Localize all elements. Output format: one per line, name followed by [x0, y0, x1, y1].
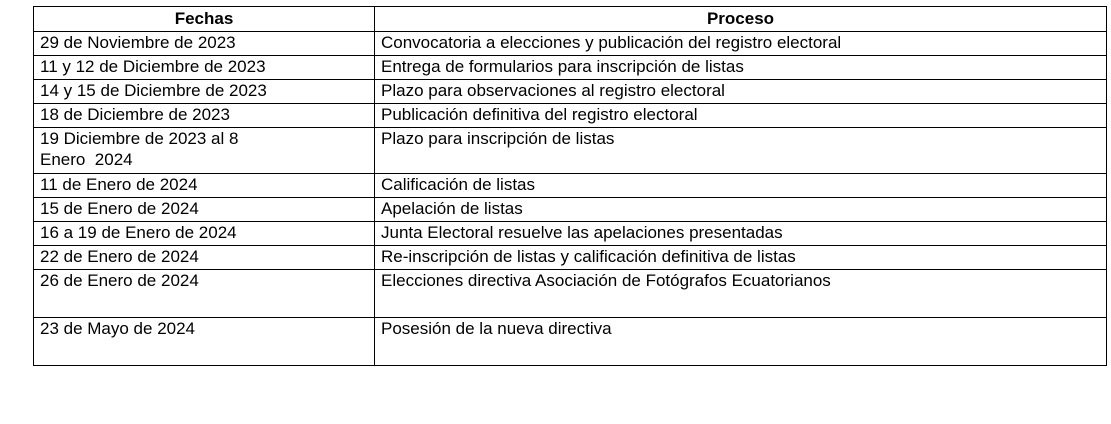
fecha-line-2: Enero 2024: [40, 150, 133, 169]
electoral-schedule-table: [33, 6, 1107, 366]
table-row: [34, 32, 1107, 56]
fecha-cell: 23 de Mayo de 2024: [34, 318, 375, 366]
table-row: [34, 318, 1107, 366]
fecha-cell: 15 de Enero de 2024: [34, 198, 375, 222]
proceso-cell: Junta Electoral resuelve las apelaciones presentadas: [375, 222, 1107, 246]
proceso-cell: Apelación de listas: [375, 198, 1107, 222]
fecha-cell: 22 de Enero de 2024: [34, 246, 375, 270]
fecha-cell: 14 y 15 de Diciembre de 2023: [34, 80, 375, 104]
fecha-cell: 16 a 19 de Enero de 2024: [34, 222, 375, 246]
table-row: [34, 222, 1107, 246]
proceso-cell: Entrega de formularios para inscripción de listas: [375, 56, 1107, 80]
table-row: [34, 174, 1107, 198]
proceso-cell: Plazo para observaciones al registro electoral: [375, 80, 1107, 104]
fecha-cell: [34, 128, 375, 174]
proceso-cell: Posesión de la nueva directiva: [375, 318, 1107, 366]
fecha-cell: 11 de Enero de 2024: [34, 174, 375, 198]
fecha-line-1: 19 Diciembre de 2023 al 8: [40, 129, 239, 148]
table-row: [34, 128, 1107, 174]
fecha-cell: 18 de Diciembre de 2023: [34, 104, 375, 128]
table-row: [34, 270, 1107, 318]
fecha-cell: 11 y 12 de Diciembre de 2023: [34, 56, 375, 80]
table-row: [34, 198, 1107, 222]
table-row: [34, 104, 1107, 128]
fecha-cell: 26 de Enero de 2024: [34, 270, 375, 318]
proceso-cell: Elecciones directiva Asociación de Fotógrafos Ecuatorianos: [375, 270, 1107, 318]
proceso-cell: Calificación de listas: [375, 174, 1107, 198]
proceso-cell: Plazo para inscripción de listas: [375, 128, 1107, 174]
header-proceso: Proceso: [375, 7, 1107, 32]
table-row: [34, 246, 1107, 270]
proceso-cell: Publicación definitiva del registro electoral: [375, 104, 1107, 128]
table-header-row: [34, 7, 1107, 32]
header-fechas: Fechas: [34, 7, 375, 32]
table-row: [34, 80, 1107, 104]
proceso-cell: Re-inscripción de listas y calificación definitiva de listas: [375, 246, 1107, 270]
fecha-cell: 29 de Noviembre de 2023: [34, 32, 375, 56]
table-row: [34, 56, 1107, 80]
proceso-cell: Convocatoria a elecciones y publicación del registro electoral: [375, 32, 1107, 56]
